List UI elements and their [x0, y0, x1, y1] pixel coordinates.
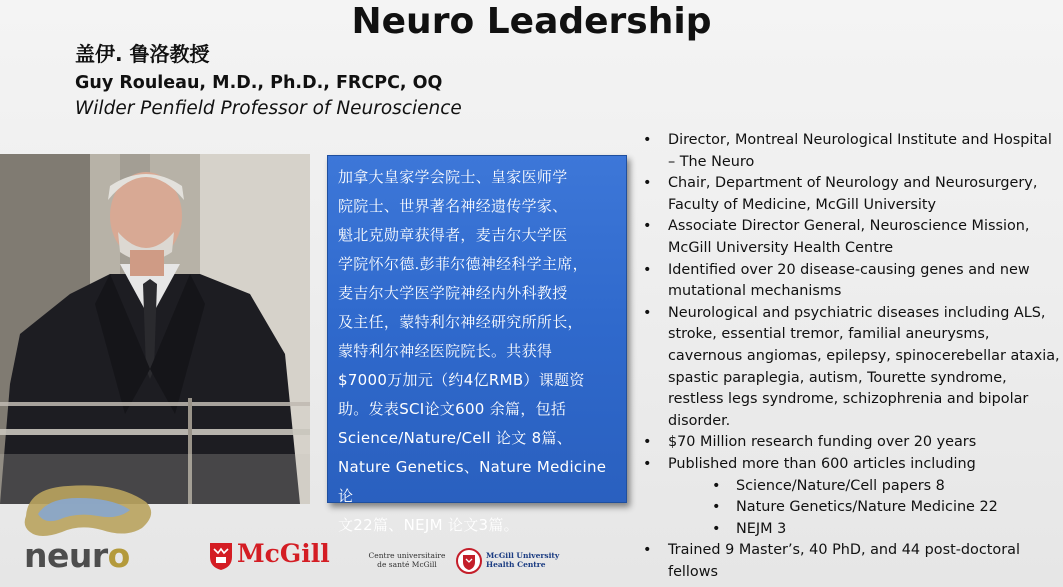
- achievements-list: [640, 130, 1063, 583]
- bullet-icon: •: [643, 175, 652, 192]
- muhc-shield-icon: [456, 547, 482, 575]
- bullet-line: stroke, essential tremor, familial aneurysms,: [668, 326, 990, 343]
- bullet-icon: •: [643, 304, 652, 321]
- bullet-icon: •: [643, 132, 652, 148]
- chinese-bio-box: [327, 155, 627, 534]
- sub-bullet-line: NEJM 3: [736, 520, 787, 537]
- bio-line: 麦吉尔大学医学院神经内外科教授: [338, 284, 568, 302]
- sub-list-item: [668, 476, 1063, 498]
- bullet-icon: •: [712, 477, 721, 494]
- neuro-wordmark: [24, 537, 130, 575]
- bio-line: Science/Nature/Cell 论文 8篇、: [338, 429, 573, 447]
- bullet-line: restless legs syndrome, schizophrenia and bipolar: [668, 391, 1029, 408]
- bullet-line: Published more than 600 articles including: [668, 455, 976, 472]
- list-item: [640, 260, 1063, 303]
- name-english: Guy Rouleau, M.D., Ph.D., FRCPC, OQ: [75, 73, 443, 93]
- sub-list: [640, 476, 1063, 541]
- list-item: [640, 303, 1063, 433]
- list-item: [640, 432, 1063, 454]
- bullet-icon: •: [712, 499, 721, 516]
- list-item: [640, 216, 1063, 259]
- bullet-line: Chair, Department of Neurology and Neurosurgery,: [668, 175, 1038, 192]
- bullet-line: $70 Million research funding over 20 years: [668, 434, 977, 451]
- list-item: [640, 173, 1063, 216]
- list-item: [640, 454, 1063, 476]
- bio-line: 助。发表SCI论文600 余篇，包括: [338, 400, 567, 418]
- portrait-photo: [0, 154, 310, 504]
- bullet-line: – The Neuro: [668, 153, 755, 170]
- muhc-english-line: Health Centre: [486, 560, 546, 569]
- bio-line: 魁北克勋章获得者，麦吉尔大学医: [338, 226, 568, 244]
- name-chinese: 盖伊. 鲁洛教授: [75, 42, 210, 66]
- bio-line: 学院怀尔德.彭菲尔德神经科学主席，: [338, 255, 588, 273]
- muhc-english-name: [486, 551, 559, 569]
- sub-bullet-line: Nature Genetics/Nature Medicine 22: [736, 499, 998, 516]
- list-item: [640, 540, 1063, 583]
- sub-bullet-line: Science/Nature/Cell papers 8: [736, 477, 945, 494]
- bullet-line: Director, Montreal Neurological Institute and Hospital: [668, 132, 1052, 148]
- neuro-wordmark-prefix: neur: [24, 536, 108, 575]
- bio-line: 院院士、世界著名神经遗传学家、: [338, 197, 568, 215]
- position-title: Wilder Penfield Professor of Neuroscience: [75, 98, 462, 119]
- bullet-line: Associate Director General, Neuroscience Mission,: [668, 218, 1030, 235]
- mcgill-wordmark: McGill: [237, 539, 330, 568]
- muhc-french-name: [360, 551, 454, 569]
- bullet-line: Neurological and psychiatric diseases including ALS,: [668, 304, 1046, 321]
- slide-title: Neuro Leadership: [351, 1, 712, 42]
- bullet-line: Identified over 20 disease-causing genes and new: [668, 261, 1030, 278]
- bullet-line: disorder.: [668, 412, 731, 429]
- bullet-icon: •: [643, 542, 652, 559]
- sub-list-item: [668, 497, 1063, 519]
- muhc-french-line: Centre universitaire: [368, 551, 446, 560]
- bio-line: 及主任，蒙特利尔神经研究所所长，: [338, 313, 583, 331]
- bullet-icon: •: [643, 434, 652, 451]
- muhc-english-line: McGill University: [486, 551, 560, 560]
- bio-line: 蒙特利尔神经医院院长。共获得: [338, 342, 553, 360]
- bullet-line: fellows: [668, 563, 718, 580]
- sub-list-item: [668, 519, 1063, 541]
- bullet-icon: •: [643, 455, 652, 472]
- bullet-icon: •: [643, 218, 652, 235]
- bio-line: 文22篇、NEJM 论文3篇。: [338, 516, 519, 534]
- bullet-line: Trained 9 Master’s, 40 PhD, and 44 post-doctoral: [668, 542, 1020, 559]
- bullet-icon: •: [643, 261, 652, 278]
- bullet-line: spastic paraplegia, autism, Tourette syndrome,: [668, 369, 1007, 386]
- bullet-icon: •: [712, 520, 721, 537]
- bullet-line: cavernous angiomas, epilepsy, spinocerebellar ataxia,: [668, 347, 1060, 364]
- neuro-wordmark-o: o: [107, 536, 130, 575]
- muhc-french-line: de santé McGill: [377, 560, 437, 569]
- bio-line: 加拿大皇家学会院士、皇家医师学: [338, 168, 568, 186]
- mcgill-shield-icon: [208, 541, 234, 571]
- bio-line: Nature Genetics、Nature Medicine 论: [338, 458, 607, 505]
- bio-line: $7000万加元（约4亿RMB）课题资: [338, 371, 585, 389]
- bullet-line: mutational mechanisms: [668, 283, 842, 300]
- list-item: [640, 130, 1063, 173]
- bullet-line: McGill University Health Centre: [668, 239, 894, 256]
- bullet-line: Faculty of Medicine, McGill University: [668, 196, 937, 213]
